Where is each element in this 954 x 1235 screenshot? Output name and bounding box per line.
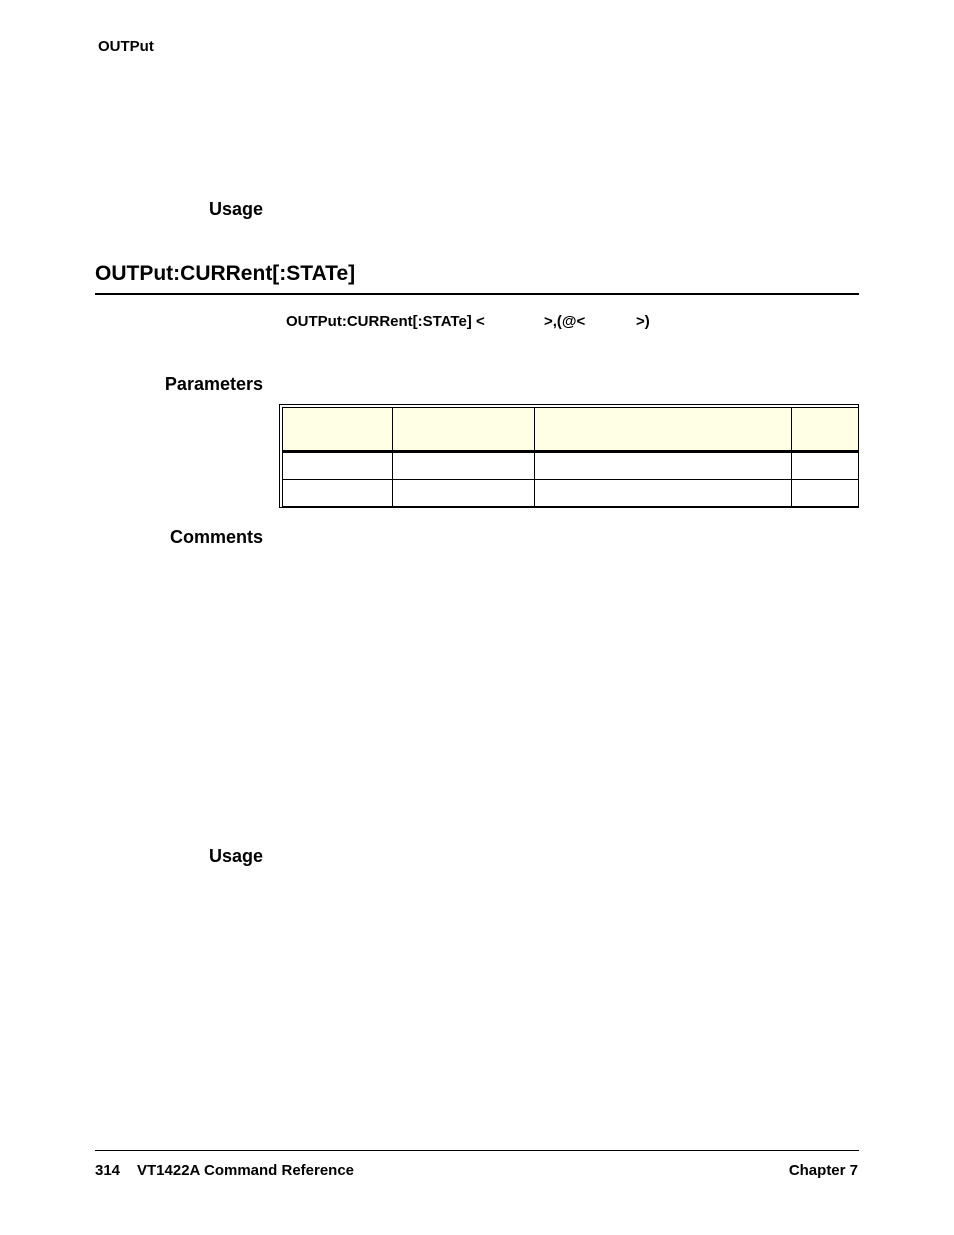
footer-rule [95,1150,859,1151]
syntax-part-2: >,(@< [544,313,586,330]
comments-heading: Comments [169,527,263,547]
table-header-cell [535,408,792,452]
table-cell [393,480,535,507]
table-row [283,452,859,480]
table-cell [535,480,792,507]
table-cell [393,452,535,480]
table-cell [792,452,859,480]
chapter-label: Chapter 7 [788,1162,858,1179]
table-cell [283,452,393,480]
usage-heading: Usage [208,199,263,219]
table-header-cell [792,408,859,452]
running-head: OUTPut [98,38,154,55]
page-number: 314 [95,1162,121,1179]
parameter-table [279,404,859,508]
title-rule [95,293,859,295]
table-header-cell [283,408,393,452]
table-header-row [283,408,859,452]
book-title: VT1422A Command Reference [137,1162,355,1179]
table-header-cell [393,408,535,452]
usage-heading-bottom: Usage [208,846,263,866]
syntax-part-1: OUTPut:CURRent[:STATe] < [286,313,485,330]
parameters-heading: Parameters [164,374,263,394]
table-cell [283,480,393,507]
table-cell [535,452,792,480]
table-cell [792,480,859,507]
syntax-part-3: >) [636,313,650,330]
command-title: OUTPut:CURRent[:STATe] [95,262,356,285]
table-row [283,480,859,507]
